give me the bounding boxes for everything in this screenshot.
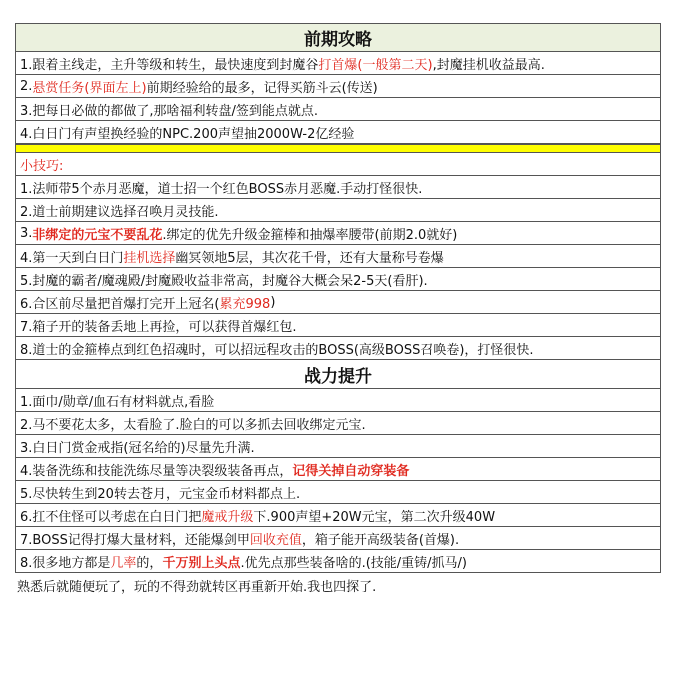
item-text: 1.跟着主线走，主升等级和转生，最快速度到封魔谷 bbox=[20, 57, 319, 73]
item-text: 2.马不要花太多，太看脸了.脸白的可以多抓去回收绑定元宝. bbox=[20, 417, 366, 433]
list-item bbox=[15, 291, 661, 314]
item-text: 挂机选择 bbox=[123, 250, 176, 266]
list-item bbox=[15, 550, 661, 573]
item-text: 累充998 bbox=[219, 296, 271, 312]
item-text: 7.BOSS记得打爆大量材料，还能爆剑甲 bbox=[20, 532, 250, 548]
item-text: ) bbox=[270, 294, 276, 310]
item-text: 6.合区前尽量把首爆打完开上冠名( bbox=[20, 296, 220, 312]
item-text: .优先点那些装备啥的.(技能/重铸/抓马/) bbox=[240, 555, 468, 571]
list-item bbox=[15, 222, 661, 245]
item-text: 非绑定的元宝不要乱花 bbox=[32, 227, 163, 243]
guide-sheet bbox=[15, 23, 661, 597]
item-text: 5.封魔的霸者/魔魂殿/封魔殿收益非常高，封魔谷大概会呆2-5天(看肝). bbox=[20, 273, 428, 289]
item-text: ,封魔挂机收益最高. bbox=[432, 57, 545, 73]
item-text: 4.白日门有声望换经验的NPC.200声望抽2000W-2亿经验 bbox=[20, 126, 355, 142]
tips-list bbox=[15, 176, 661, 360]
yellow-divider bbox=[15, 144, 661, 153]
item-text: 几率 bbox=[110, 555, 137, 571]
list-item bbox=[15, 481, 661, 504]
list-item bbox=[15, 245, 661, 268]
item-text: 7.箱子开的装备丢地上再捡，可以获得首爆红包. bbox=[20, 319, 297, 335]
item-text: 魔戒升级 bbox=[201, 509, 254, 525]
list-item bbox=[15, 337, 661, 360]
item-text: 3. bbox=[20, 225, 33, 241]
item-text: 前期经验给的最多，记得买筋斗云(传送) bbox=[146, 80, 378, 96]
item-text: 千万别上头点 bbox=[162, 555, 241, 571]
item-text: 下.900声望+20W元宝，第二次升级40W bbox=[253, 509, 496, 525]
section-title-early-game: 前期攻略 bbox=[15, 23, 661, 52]
list-item bbox=[15, 527, 661, 550]
power-up-list bbox=[15, 389, 661, 573]
item-text: 1.面巾/勋章/血石有材料就点,看脸 bbox=[20, 394, 215, 410]
item-text: 8.很多地方都是 bbox=[20, 555, 111, 571]
list-item bbox=[15, 412, 661, 435]
item-text: 2.道士前期建议选择召唤月灵技能. bbox=[20, 204, 219, 220]
item-text: .绑定的优先升级金箍棒和抽爆率腰带(前期2.0就好) bbox=[162, 227, 458, 243]
list-item bbox=[15, 199, 661, 222]
item-text: 的， bbox=[136, 555, 163, 571]
item-text: 1.法师带5个赤月恶魔，道士招一个红色BOSS赤月恶魔.手动打怪很快. bbox=[20, 181, 423, 197]
list-item bbox=[15, 458, 661, 481]
item-text: 记得关掉自动穿装备 bbox=[292, 463, 410, 479]
early-game-list bbox=[15, 52, 661, 144]
item-text: 幽冥领地5层，其次花千骨，还有大量称号卷爆 bbox=[175, 250, 444, 266]
list-item bbox=[15, 314, 661, 337]
list-item bbox=[15, 52, 661, 75]
list-item bbox=[15, 98, 661, 121]
item-text: 2. bbox=[20, 78, 33, 94]
item-text: 3.白日门赏金戒指(冠名给的)尽量先升满. bbox=[20, 440, 255, 456]
item-text: 回收充值 bbox=[249, 532, 302, 548]
list-item bbox=[15, 121, 661, 144]
item-text: 4.第一天到白日门 bbox=[20, 250, 124, 266]
footer-note: 熟悉后就随便玩了，玩的不得劲就转区再重新开始.我也四探了. bbox=[17, 579, 377, 595]
list-item bbox=[15, 435, 661, 458]
section-title-power-up: 战力提升 bbox=[15, 360, 661, 389]
item-text: 4.装备洗练和技能洗练尽量等决裂级装备再点， bbox=[20, 463, 293, 479]
item-text: 5.尽快转生到20转去苍月，元宝金币材料都点上. bbox=[20, 486, 301, 502]
list-item bbox=[15, 504, 661, 527]
item-text: 8.道士的金箍棒点到红色招魂时，可以招远程攻击的BOSS(高级BOSS召唤卷)，打怪很快. bbox=[20, 342, 534, 358]
list-item bbox=[15, 389, 661, 412]
list-item bbox=[15, 176, 661, 199]
list-item bbox=[15, 268, 661, 291]
item-text: 6.扛不住怪可以考虑在白日门把 bbox=[20, 509, 202, 525]
item-text: 3.把每日必做的都做了,那啥福利转盘/签到能点就点. bbox=[20, 103, 319, 119]
list-item bbox=[15, 75, 661, 98]
item-text: 悬赏任务(界面左上) bbox=[32, 80, 147, 96]
tips-title: 小技巧: bbox=[15, 153, 661, 176]
item-text: ，箱子能开高级装备(首爆). bbox=[301, 532, 460, 548]
item-text: 打首爆(一般第二天) bbox=[318, 57, 433, 73]
